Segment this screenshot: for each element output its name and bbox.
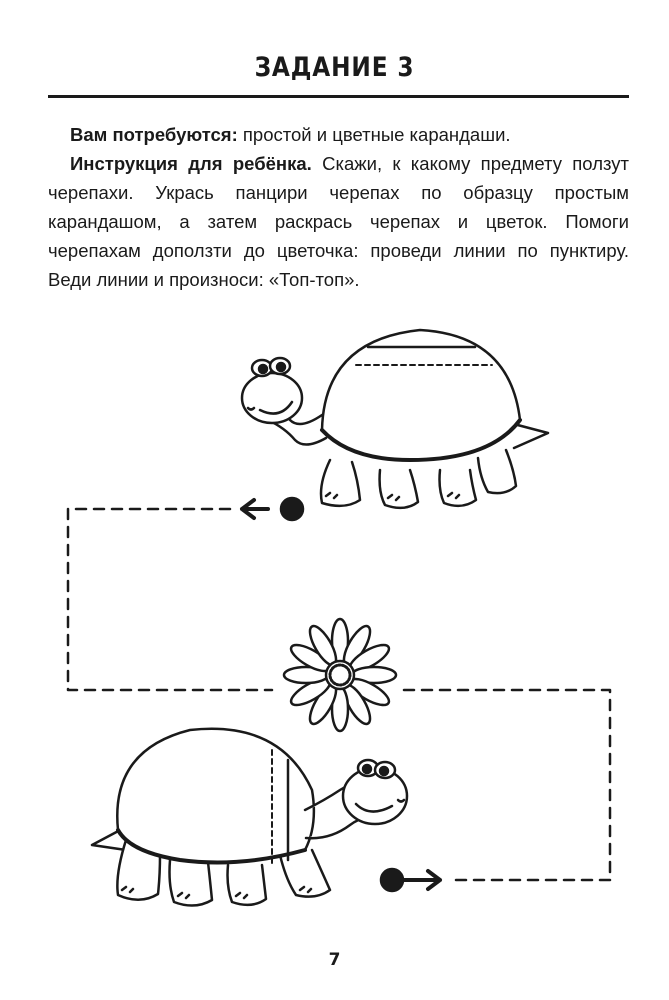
child-instruction-text: Скажи, к какому предмету ползут черепахи. Укрась панцири черепах по образцу простым карандашом, а затем раскрась черепах и цветок. Помоги черепахам доползти до цветочка: проведи линии по пунктиру. Веди линии и произноси: «Топ-топ». [48,153,629,290]
top-dashed-path [68,498,303,690]
arrow-left-icon [242,500,268,518]
child-instruction-paragraph [48,149,629,294]
turtle-bottom-icon [92,729,407,906]
child-instruction-label: Инструкция для ребёнка. [70,153,312,174]
materials-text: простой и цветные карандаши. [237,124,511,145]
materials-paragraph [48,120,629,149]
instructions-block [48,120,629,294]
bottom-dashed-path [381,690,610,891]
arrow-right-icon [404,871,440,889]
daisy-flower-icon [284,619,396,731]
title-divider [48,95,629,98]
turtle-top-icon [242,330,548,508]
tracing-exercise-illustration [0,320,669,920]
start-dot-top [281,498,303,520]
materials-label: Вам потребуются: [70,124,238,145]
start-dot-bottom [381,869,403,891]
page-title: ЗАДАНИЕ 3 [254,52,415,83]
page-number: 7 [328,950,341,970]
